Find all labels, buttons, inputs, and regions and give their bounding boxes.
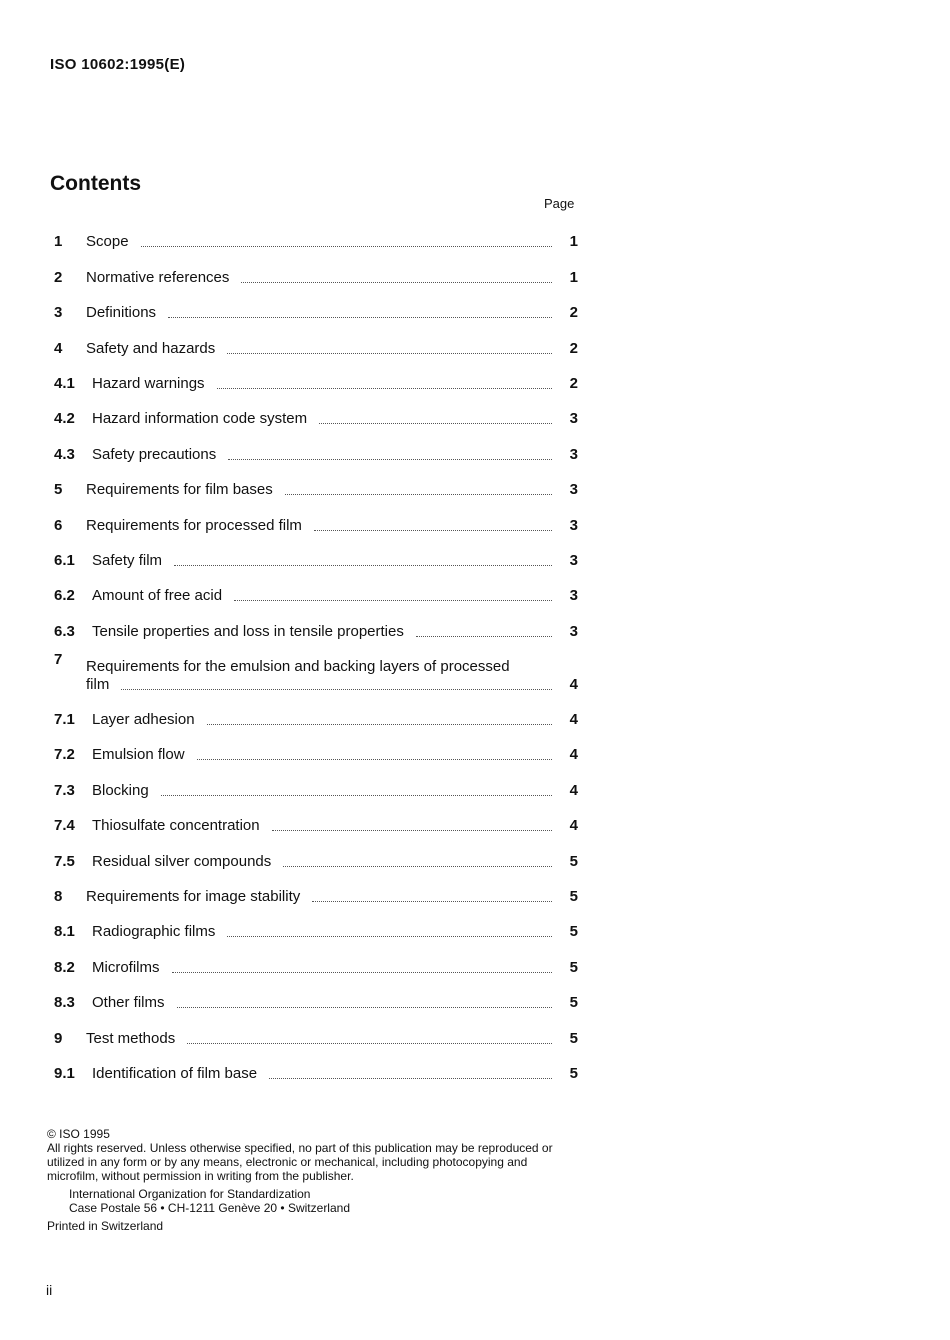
page-column-label: Page	[544, 196, 575, 211]
toc-entry-page: 3	[569, 481, 578, 499]
toc-entry[interactable]	[50, 985, 578, 1020]
toc-entry-label: Definitions	[86, 304, 157, 322]
publisher-block	[47, 1187, 587, 1215]
toc-entry-number: 7.4	[54, 817, 75, 835]
toc-entry-number: 6.3	[54, 622, 75, 640]
dot-leader	[141, 246, 552, 247]
toc-entry[interactable]	[50, 224, 578, 259]
toc-entry-label: Amount of free acid	[92, 587, 223, 605]
toc-entry-page: 4	[569, 746, 578, 764]
toc-entry-label: Radiographic films	[92, 923, 216, 941]
toc-entry[interactable]	[50, 949, 578, 984]
toc-entry-label: Tensile properties and loss in tensile properties	[92, 622, 404, 640]
toc-entry-label: Requirements for processed film	[86, 516, 302, 534]
toc-entry-label: Thiosulfate concentration	[92, 817, 260, 835]
toc-entry-label: Hazard information code system	[92, 410, 308, 428]
toc-entry-label: Microfilms	[92, 958, 160, 976]
toc-entry[interactable]	[50, 879, 578, 914]
toc-entry-label: Identification of film base	[92, 1064, 258, 1082]
toc-entry-number: 8	[54, 888, 63, 906]
toc-entry[interactable]	[50, 295, 578, 330]
toc-entry-page: 2	[569, 374, 578, 392]
toc-entry[interactable]	[50, 843, 578, 878]
toc-entry-page: 5	[569, 994, 578, 1012]
dot-leader	[197, 759, 552, 760]
toc-entry-number: 6.2	[54, 587, 75, 605]
toc-entry-label-continued: film	[86, 675, 110, 693]
toc-entry[interactable]	[50, 578, 578, 613]
toc-entry[interactable]	[50, 1020, 578, 1055]
toc-entry-number: 4.2	[54, 410, 75, 428]
dot-leader	[269, 1078, 552, 1079]
toc-entry-number: 7.2	[54, 746, 75, 764]
dot-leader	[121, 689, 552, 690]
toc-entry-number: 8.3	[54, 994, 75, 1012]
toc-entry-page: 3	[569, 587, 578, 605]
dot-leader	[217, 388, 552, 389]
toc-entry-label: Normative references	[86, 268, 230, 286]
toc-entry[interactable]	[50, 366, 578, 401]
dot-leader	[283, 866, 552, 867]
toc-entry-label: Hazard warnings	[92, 374, 205, 392]
toc-entry-label: Requirements for film bases	[86, 481, 273, 499]
toc-entry[interactable]	[50, 543, 578, 578]
toc-entry-number: 6.1	[54, 551, 75, 569]
toc-entry-page: 5	[569, 1064, 578, 1082]
toc-entry-label: Safety film	[92, 551, 163, 569]
toc-entry[interactable]	[50, 330, 578, 365]
toc-entry[interactable]	[50, 649, 578, 702]
publisher-address: Case Postale 56 • CH-1211 Genève 20 • Switzerland	[69, 1201, 350, 1215]
toc-entry-number: 7	[54, 650, 63, 668]
dot-leader	[172, 972, 553, 973]
toc-entry-page: 5	[569, 958, 578, 976]
toc-entry-page: 3	[569, 551, 578, 569]
dot-leader	[416, 636, 552, 637]
page-number: ii	[46, 1282, 53, 1298]
dot-leader	[227, 353, 552, 354]
toc-entry-number: 4.1	[54, 374, 75, 392]
toc-entry-number: 8.2	[54, 958, 75, 976]
dot-leader	[161, 795, 552, 796]
toc-entry-page: 2	[569, 339, 578, 357]
toc-entry[interactable]	[50, 507, 578, 542]
dot-leader	[272, 830, 552, 831]
toc-entry[interactable]	[50, 702, 578, 737]
dot-leader	[319, 423, 552, 424]
toc-entry-label: Emulsion flow	[92, 746, 185, 764]
toc-entry-number: 8.1	[54, 923, 75, 941]
table-of-contents	[50, 224, 578, 1091]
toc-entry[interactable]	[50, 772, 578, 807]
dot-leader	[174, 565, 552, 566]
toc-entry[interactable]	[50, 401, 578, 436]
toc-entry-number: 7.3	[54, 781, 75, 799]
toc-entry-number: 7.5	[54, 852, 75, 870]
toc-entry-label: Test methods	[86, 1029, 176, 1047]
dot-leader	[187, 1043, 552, 1044]
rights-statement: All rights reserved. Unless otherwise specified, no part of this publication may be reproduced or utilized in any form or by any means, electronic or mechanical, including photocopying and microfilm, without permission in writing from the publisher.	[47, 1141, 553, 1183]
dot-leader	[227, 936, 552, 937]
copyright-notice	[47, 1127, 587, 1233]
toc-entry[interactable]	[50, 472, 578, 507]
toc-entry-number: 9	[54, 1029, 63, 1047]
toc-entry-number: 3	[54, 304, 63, 322]
toc-entry-label: Scope	[86, 233, 129, 251]
toc-entry[interactable]	[50, 259, 578, 294]
toc-entry-page: 5	[569, 1029, 578, 1047]
dot-leader	[168, 317, 552, 318]
toc-entry-page: 4	[569, 817, 578, 835]
toc-entry-label: Layer adhesion	[92, 711, 195, 729]
toc-entry[interactable]	[50, 808, 578, 843]
dot-leader	[312, 901, 552, 902]
toc-entry-page: 2	[569, 304, 578, 322]
toc-entry-label: Residual silver compounds	[92, 852, 272, 870]
toc-entry-page: 3	[569, 445, 578, 463]
dot-leader	[207, 724, 552, 725]
toc-entry-number: 6	[54, 516, 63, 534]
toc-entry-label: Safety and hazards	[86, 339, 216, 357]
printed-in: Printed in Switzerland	[47, 1219, 164, 1233]
dot-leader	[314, 530, 552, 531]
toc-entry-number: 7.1	[54, 711, 75, 729]
document-id: ISO 10602:1995(E)	[50, 56, 186, 73]
contents-title: Contents	[50, 172, 141, 195]
toc-entry-page: 5	[569, 852, 578, 870]
toc-entry-number: 9.1	[54, 1064, 75, 1082]
dot-leader	[228, 459, 552, 460]
toc-entry-number: 1	[54, 233, 63, 251]
toc-entry[interactable]	[50, 613, 578, 648]
toc-entry-page: 1	[569, 233, 578, 251]
toc-entry-page: 1	[569, 268, 578, 286]
toc-entry-page: 5	[569, 888, 578, 906]
dot-leader	[285, 494, 552, 495]
toc-entry-number: 5	[54, 481, 63, 499]
toc-entry-number: 2	[54, 268, 63, 286]
toc-entry-page: 5	[569, 923, 578, 941]
toc-entry-label: Requirements for image stability	[86, 888, 301, 906]
toc-entry-number: 4.3	[54, 445, 75, 463]
dot-leader	[234, 600, 552, 601]
copyright-line: © ISO 1995	[47, 1127, 110, 1141]
toc-entry-page: 3	[569, 410, 578, 428]
toc-entry[interactable]	[50, 737, 578, 772]
toc-entry-label: Requirements for the emulsion and backing layers of processed	[86, 657, 510, 675]
toc-entry-page: 3	[569, 622, 578, 640]
dot-leader	[241, 282, 552, 283]
toc-entry[interactable]	[50, 436, 578, 471]
toc-entry-number: 4	[54, 339, 63, 357]
toc-entry-label: Other films	[92, 994, 165, 1012]
toc-entry-page: 3	[569, 516, 578, 534]
toc-entry-page: 4	[569, 711, 578, 729]
toc-entry-label: Safety precautions	[92, 445, 217, 463]
publisher-name: International Organization for Standardization	[69, 1187, 311, 1201]
toc-entry-label: Blocking	[92, 781, 149, 799]
toc-entry[interactable]	[50, 914, 578, 949]
toc-entry[interactable]	[50, 1056, 578, 1091]
toc-entry-page: 4	[569, 781, 578, 799]
dot-leader	[177, 1007, 552, 1008]
toc-entry-page: 4	[569, 675, 578, 693]
